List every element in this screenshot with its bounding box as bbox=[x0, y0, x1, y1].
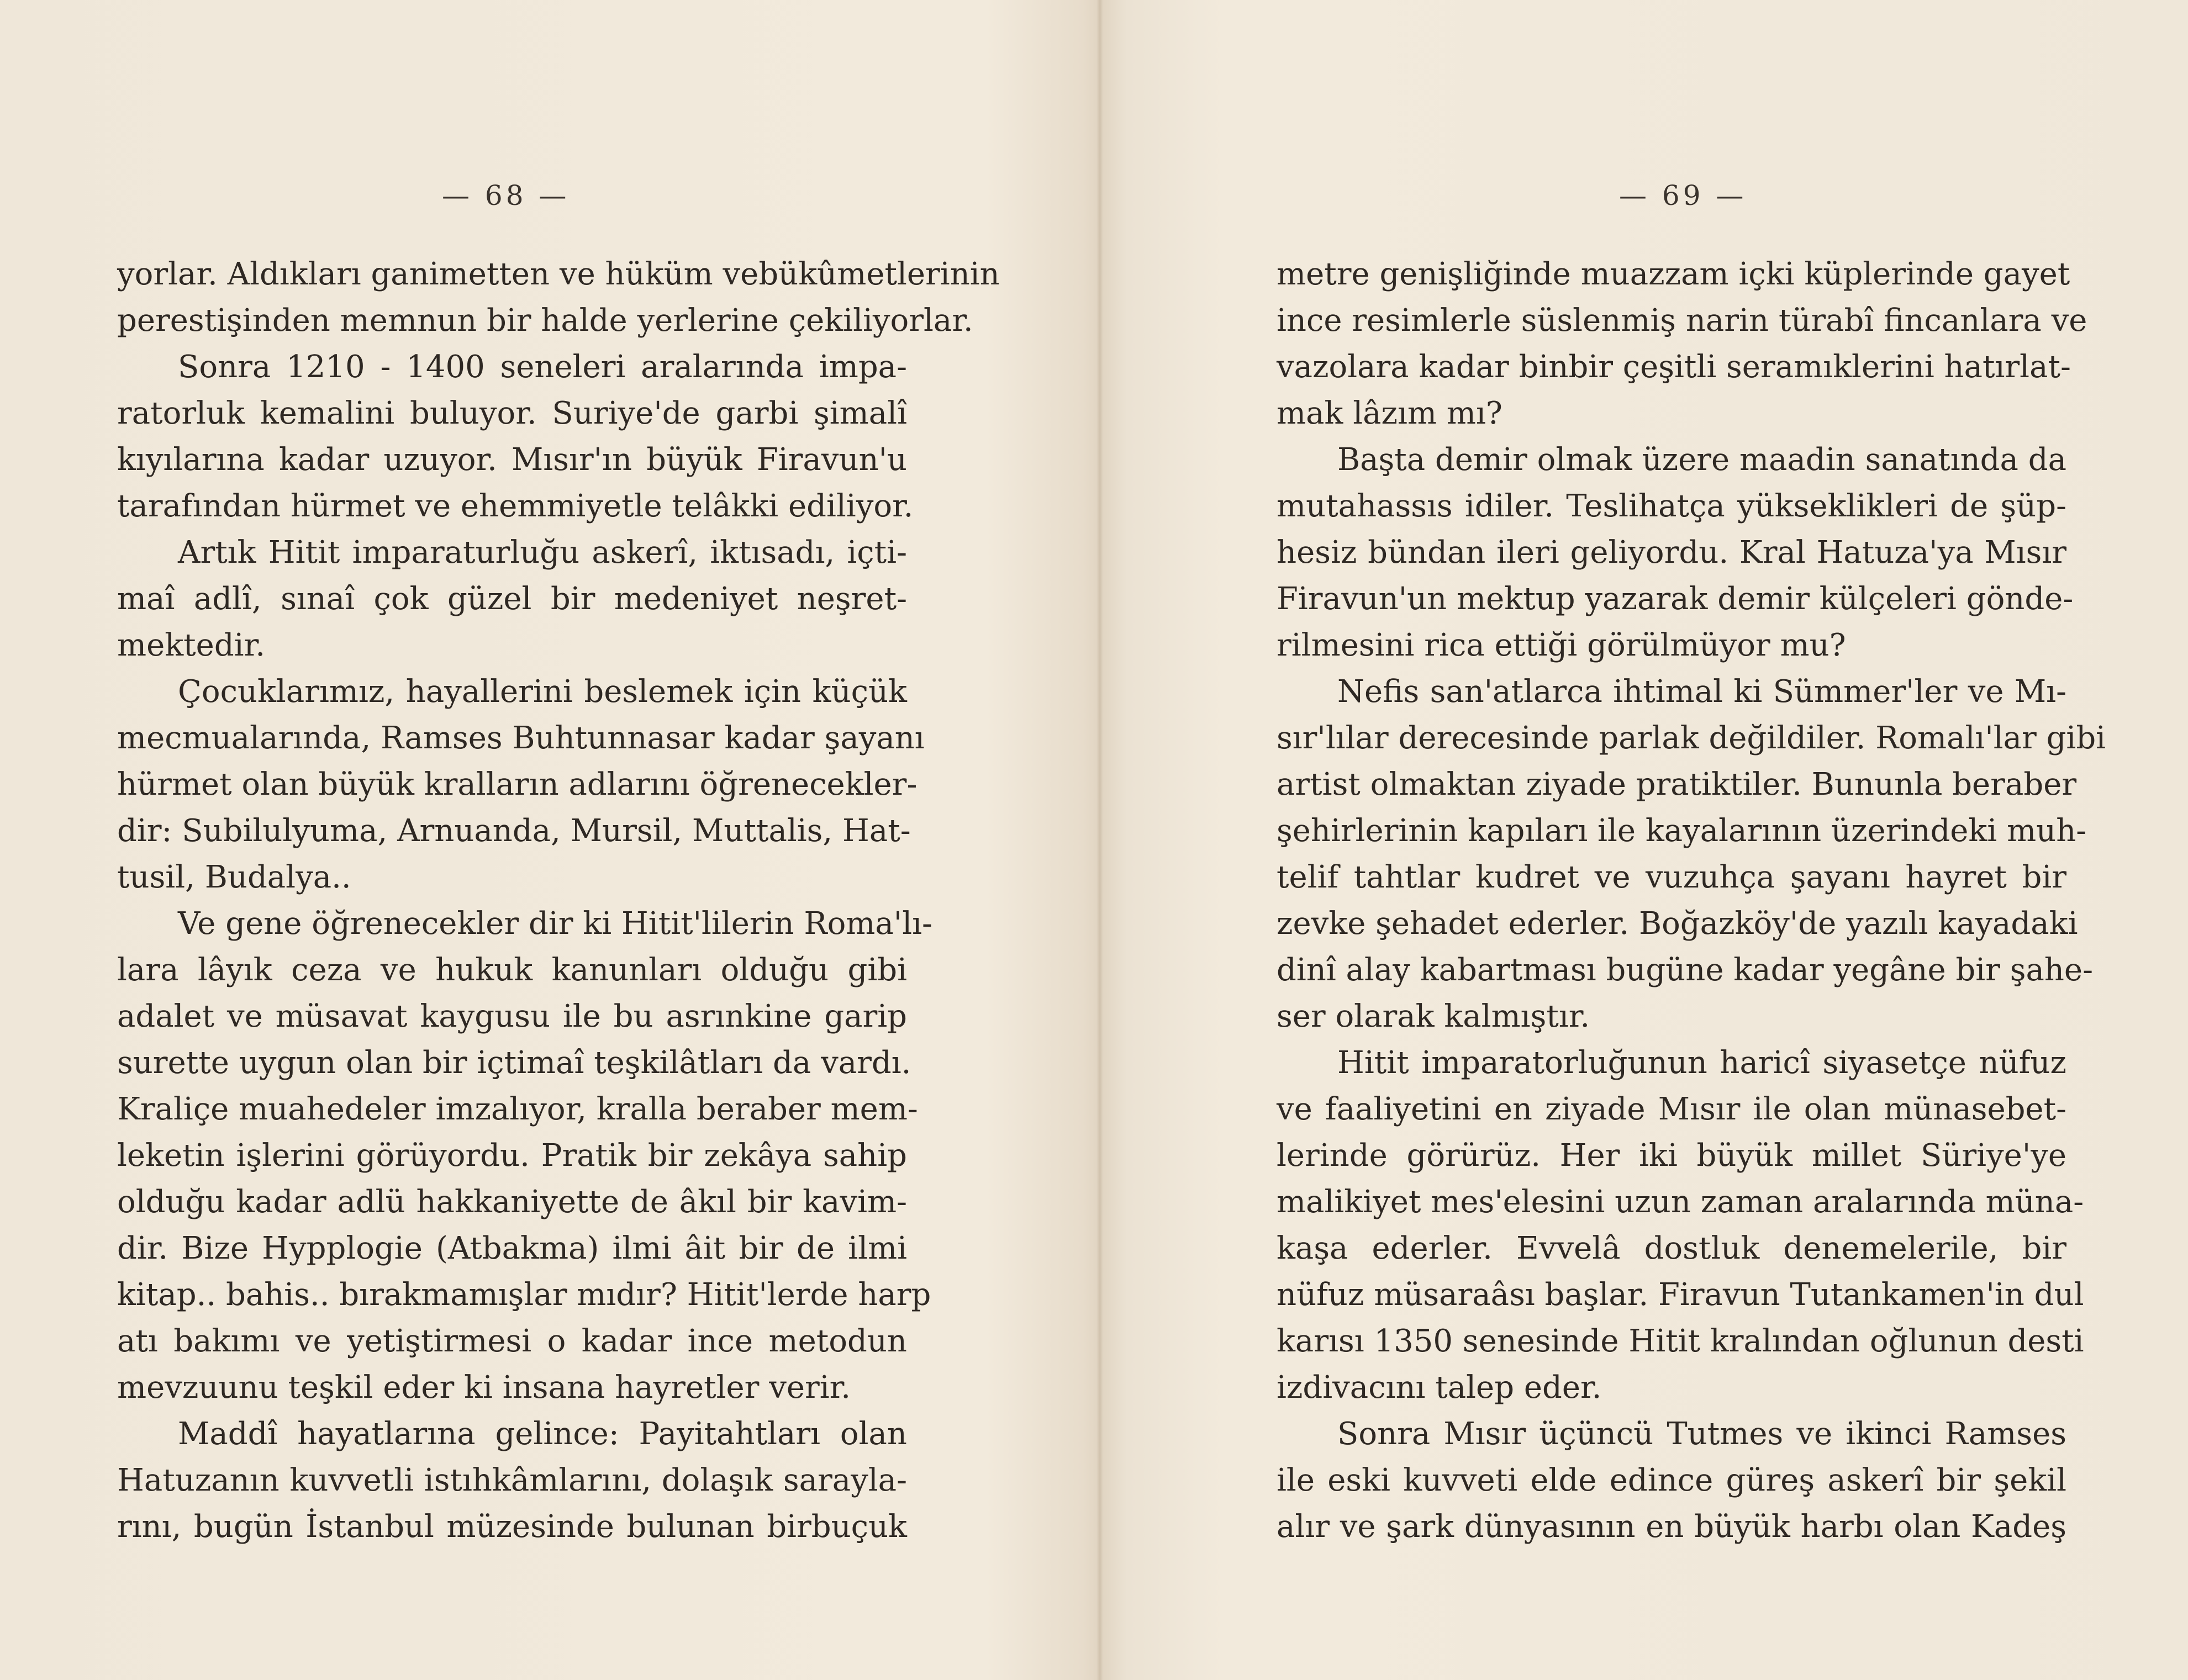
text-line: yorlar. Aldıkları ganimetten ve hüküm vebükûmetlerinin bbox=[117, 256, 1000, 292]
text-line: kıyılarına kadar uzuyor. Mısır'ın büyük Firavun'u bbox=[117, 442, 907, 478]
text-line: Hitit imparatorluğunun haricî siyasetçe nüfuz bbox=[1337, 1045, 2066, 1081]
text-line: mevzuunu teşkil eder ki insana hayretler verir. bbox=[117, 1370, 851, 1406]
text-line: nüfuz müsaraâsı başlar. Firavun Tutankamen'in dul bbox=[1277, 1277, 2084, 1313]
left-page-text bbox=[117, 251, 1000, 1550]
text-line: Çocuklarımız, hayallerini beslemek için küçük bbox=[178, 674, 907, 710]
text-line: olduğu kadar adlü hakkaniyette de âkıl bir kavim- bbox=[117, 1184, 907, 1220]
text-line: tarafından hürmet ve ehemmiyetle telâkki ediliyor. bbox=[117, 488, 914, 524]
text-line: adalet ve müsavat kaygusu ile bu asrınkine garip bbox=[117, 999, 907, 1034]
text-line: dir. Bize Hypplogie (Atbakma) ilmi âit bir de ilmi bbox=[117, 1230, 907, 1266]
text-line: karısı 1350 senesinde Hitit kralından oğlunun desti bbox=[1277, 1323, 2084, 1359]
text-line: ince resimlerle süslenmiş narin türabî fincanlara ve bbox=[1277, 303, 2087, 339]
text-line: sır'lılar derecesinde parlak değildiler. Romalı'lar gibi bbox=[1277, 720, 2106, 756]
text-line: ile eski kuvveti elde edince güreş askerî bir şekil bbox=[1277, 1462, 2066, 1498]
text-line: Nefis san'atlarca ihtimal ki Sümmer'ler ve Mı- bbox=[1337, 674, 2066, 710]
text-line: maî adlî, sınaî çok güzel bir medeniyet neşret- bbox=[117, 581, 907, 617]
text-line: Sonra Mısır üçüncü Tutmes ve ikinci Ramses bbox=[1337, 1416, 2066, 1452]
text-line: metre genişliğinde muazzam içki küplerinde gayet bbox=[1277, 256, 2070, 292]
text-line: hürmet olan büyük kralların adlarını öğrenecekler- bbox=[117, 767, 918, 802]
page-number-left: — 68 — bbox=[442, 179, 570, 212]
text-line: Maddî hayatlarına gelince: Payitahtları olan bbox=[178, 1416, 907, 1452]
right-page bbox=[1094, 0, 2188, 1680]
text-line: leketin işlerini görüyordu. Pratik bir zekâya sahip bbox=[117, 1138, 907, 1174]
right-page-text bbox=[1277, 251, 2106, 1550]
text-line: atı bakımı ve yetiştirmesi o kadar ince metodun bbox=[117, 1323, 907, 1359]
text-line: zevke şehadet ederler. Boğazköy'de yazılı kayadaki bbox=[1277, 906, 2078, 942]
page-number-right: — 69 — bbox=[1619, 179, 1747, 212]
text-line: mecmualarında, Ramses Buhtunnasar kadar şayanı bbox=[117, 720, 925, 756]
text-line: Sonra 1210 - 1400 seneleri aralarında impa- bbox=[178, 349, 907, 385]
text-line: kitap.. bahis.. bırakmamışlar mıdır? Hitit'lerde harp bbox=[117, 1277, 931, 1313]
text-line: mutahassıs idiler. Teslihatça yükseklikleri de şüp- bbox=[1277, 488, 2066, 524]
text-line: lerinde görürüz. Her iki büyük millet Süriye'ye bbox=[1277, 1138, 2066, 1174]
text-line: Ve gene öğrenecekler dir ki Hitit'lilerin Roma'lı- bbox=[178, 906, 932, 942]
text-line: artist olmaktan ziyade pratiktiler. Bununla beraber bbox=[1277, 767, 2077, 802]
text-line: perestişinden memnun bir halde yerlerine çekiliyorlar. bbox=[117, 303, 973, 339]
text-line: telif tahtlar kudret ve vuzuhça şayanı hayret bir bbox=[1277, 859, 2066, 895]
text-line: ratorluk kemalini buluyor. Suriye'de garbi şimalî bbox=[117, 395, 907, 431]
text-line: dir: Subilulyuma, Arnuanda, Mursil, Muttalis, Hat- bbox=[117, 813, 911, 849]
text-line: şehirlerinin kapıları ile kayalarının üzerindeki muh- bbox=[1277, 813, 2087, 849]
text-line: mektedir. bbox=[117, 627, 265, 663]
text-line: Kraliçe muahedeler imzalıyor, kralla beraber mem- bbox=[117, 1091, 918, 1127]
text-line: vazolara kadar binbir çeşitli seramıklerini hatırlat- bbox=[1277, 349, 2071, 385]
text-line: lara lâyık ceza ve hukuk kanunları olduğu gibi bbox=[117, 952, 907, 988]
text-line: tusil, Budalya.. bbox=[117, 859, 351, 895]
text-line: malikiyet mes'elesini uzun zaman aralarında müna- bbox=[1277, 1184, 2084, 1220]
text-line: surette uygun olan bir içtimaî teşkilâtları da vardı. bbox=[117, 1045, 911, 1081]
text-line: Firavun'un mektup yazarak demir külçeleri gönde- bbox=[1277, 581, 2074, 617]
text-line: mak lâzım mı? bbox=[1277, 395, 1502, 431]
text-line: rilmesini rica ettiği görülmüyor mu? bbox=[1277, 627, 1846, 663]
text-line: hesiz bündan ileri geliyordu. Kral Hatuza'ya Mısır bbox=[1277, 535, 2066, 570]
text-line: kaşa ederler. Evvelâ dostluk denemelerile, bir bbox=[1277, 1230, 2066, 1266]
text-line: izdivacını talep eder. bbox=[1277, 1370, 1602, 1406]
text-line: alır ve şark dünyasının en büyük harbı olan Kadeş bbox=[1277, 1509, 2066, 1545]
text-line: Artık Hitit imparaturluğu askerî, iktısadı, içti- bbox=[178, 535, 907, 570]
text-line: dinî alay kabartması bugüne kadar yegâne bir şahe- bbox=[1277, 952, 2093, 988]
text-line: Hatuzanın kuvvetli istıhkâmlarını, dolaşık sarayla- bbox=[117, 1462, 907, 1498]
text-line: ve faaliyetini en ziyade Mısır ile olan münasebet- bbox=[1277, 1091, 2066, 1127]
text-line: Başta demir olmak üzere maadin sanatında da bbox=[1337, 442, 2066, 478]
text-line: rını, bugün İstanbul müzesinde bulunan birbuçuk bbox=[117, 1509, 907, 1545]
text-line: ser olarak kalmıştır. bbox=[1277, 999, 1590, 1034]
